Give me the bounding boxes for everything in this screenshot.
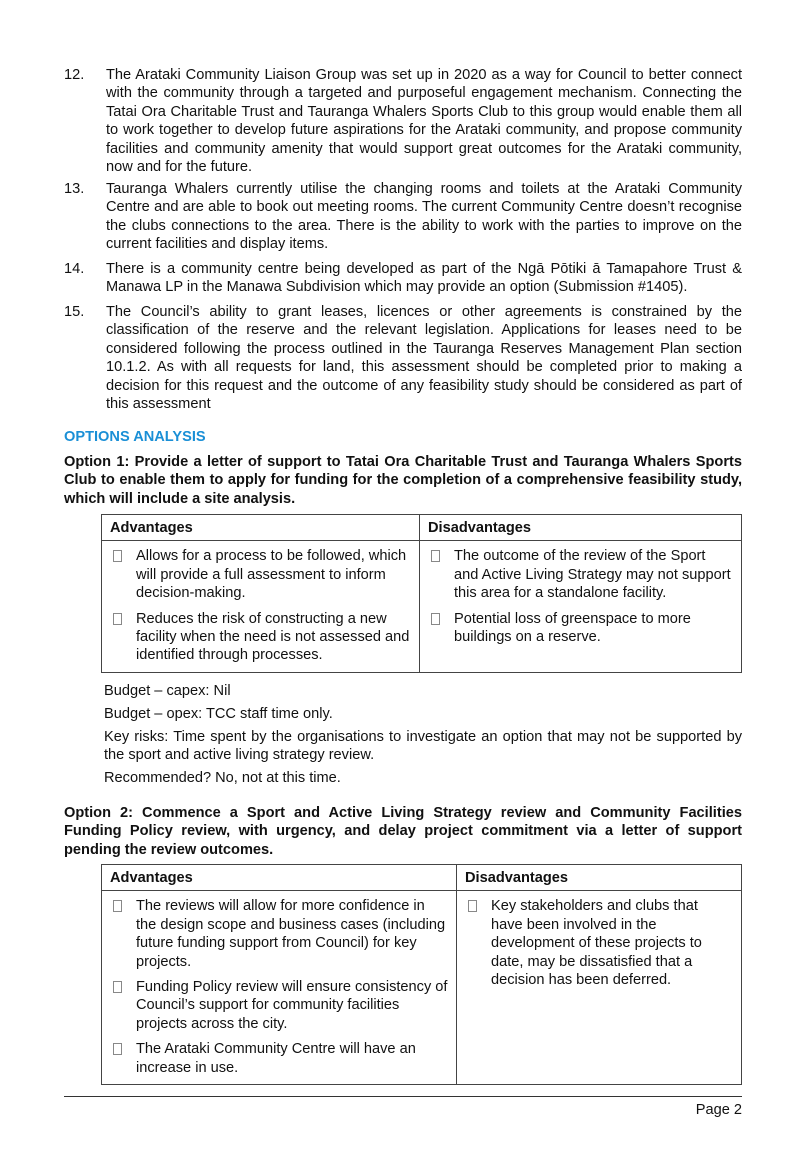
list-item: Funding Policy review will ensure consistency of Council’s support for community facilities projects across the city. [110, 978, 448, 1033]
bullet-box-icon [110, 547, 136, 602]
option-1-budget-capex: Budget – capex: Nil [104, 683, 231, 699]
bullet-box-icon [110, 978, 136, 1033]
advantages-cell [102, 541, 420, 673]
paragraph-text: The Council’s ability to grant leases, licences or other agreements is constrained by the classification of the reserve and the relevant legislation. Applications for leases need to be considered following the process outlined in the Tauranga Reserves Management Plan section 10.1.2. As with all requests for land, this assessment should be completed prior to making a decision for this request and the outcome of any feasibility study should be considered as part of this assessment [106, 304, 742, 413]
paragraph-number: 12. [64, 67, 85, 83]
advantages-header: Advantages [102, 865, 457, 891]
bullet-box-icon [110, 897, 136, 971]
paragraph-text: There is a community centre being developed as part of the Ngā Pōtiki ā Tamapahore Trust & Manawa LP in the Manawa Subdivision which may provide an option (Submission #1405). [106, 261, 742, 296]
page-number: Page 2 [695, 1102, 742, 1118]
bullet-box-icon [110, 610, 136, 665]
list-item: Key stakeholders and clubs that have been involved in the development of these projects to date, may be dissatisfied that a decision has been deferred. [465, 897, 733, 989]
bullet-box-icon [465, 897, 491, 989]
advantages-header: Advantages [102, 515, 420, 541]
list-item: The reviews will allow for more confidence in the design scope and business cases (including future funding support from Council) for key projects. [110, 897, 448, 971]
bullet-box-icon [428, 547, 454, 602]
option-1-recommended: Recommended? No, not at this time. [104, 770, 341, 786]
list-item: Allows for a process to be followed, which will provide a full assessment to inform decision-making. [110, 547, 411, 602]
paragraph-text: Tauranga Whalers currently utilise the changing rooms and toilets at the Arataki Community Centre and are able to book out meeting rooms. The current Community Centre doesn’t recognise the clubs connections to the area. There is the ability to work with the parties to improve on the current facilities and display items. [106, 181, 742, 253]
disadvantages-header: Disadvantages [420, 515, 742, 541]
list-item: The outcome of the review of the Sport and Active Living Strategy may not support this area for a standalone facility. [428, 547, 733, 602]
list-item: The Arataki Community Centre will have an increase in use. [110, 1040, 448, 1077]
options-analysis-heading: OPTIONS ANALYSIS [64, 429, 206, 445]
paragraph-number: 13. [64, 181, 85, 197]
paragraph-number: 15. [64, 304, 85, 320]
paragraph-number: 14. [64, 261, 85, 277]
paragraph-14 [64, 260, 742, 297]
option-1-title: Option 1: Provide a letter of support to Tatai Ora Charitable Trust and Tauranga Whalers Sports Club to enable them to apply for funding for the completion of a comprehensive feasibility study, which will include a site analysis. [64, 454, 742, 507]
footer-rule [64, 1096, 742, 1097]
list-item: Potential loss of greenspace to more buildings on a reserve. [428, 610, 733, 647]
paragraph-12 [64, 66, 742, 176]
paragraph-text: The Arataki Community Liaison Group was set up in 2020 as a way for Council to better connect with the community through a targeted and purposeful engagement mechanism. Connecting the Tatai Ora Charitable Trust and Tauranga Whalers Sports Club to this group would enable them all to work together to develop future aspirations for the Arataki community, and propose community facilities and community amenity that would support great outcomes for the Arataki community, now and for the future. [106, 67, 742, 176]
paragraph-15 [64, 303, 742, 413]
option-1-budget-opex: Budget – opex: TCC staff time only. [104, 706, 333, 722]
disadvantages-cell [457, 891, 742, 1085]
option-2-title: Option 2: Commence a Sport and Active Living Strategy review and Community Facilities Funding Policy review, with urgency, and delay project commitment via a letter of support pending the review outcomes. [64, 805, 742, 858]
bullet-box-icon [110, 1040, 136, 1077]
disadvantages-header: Disadvantages [457, 865, 742, 891]
bullet-box-icon [428, 610, 454, 647]
option-1-table [101, 514, 742, 673]
advantages-cell [102, 891, 457, 1085]
paragraph-13 [64, 180, 742, 254]
list-item: Reduces the risk of constructing a new facility when the need is not assessed and identified through processes. [110, 610, 411, 665]
option-1-key-risks: Key risks: Time spent by the organisations to investigate an option that may not be supported by the sport and active living strategy review. [104, 729, 742, 764]
option-2-table [101, 864, 742, 1085]
disadvantages-cell [420, 541, 742, 673]
